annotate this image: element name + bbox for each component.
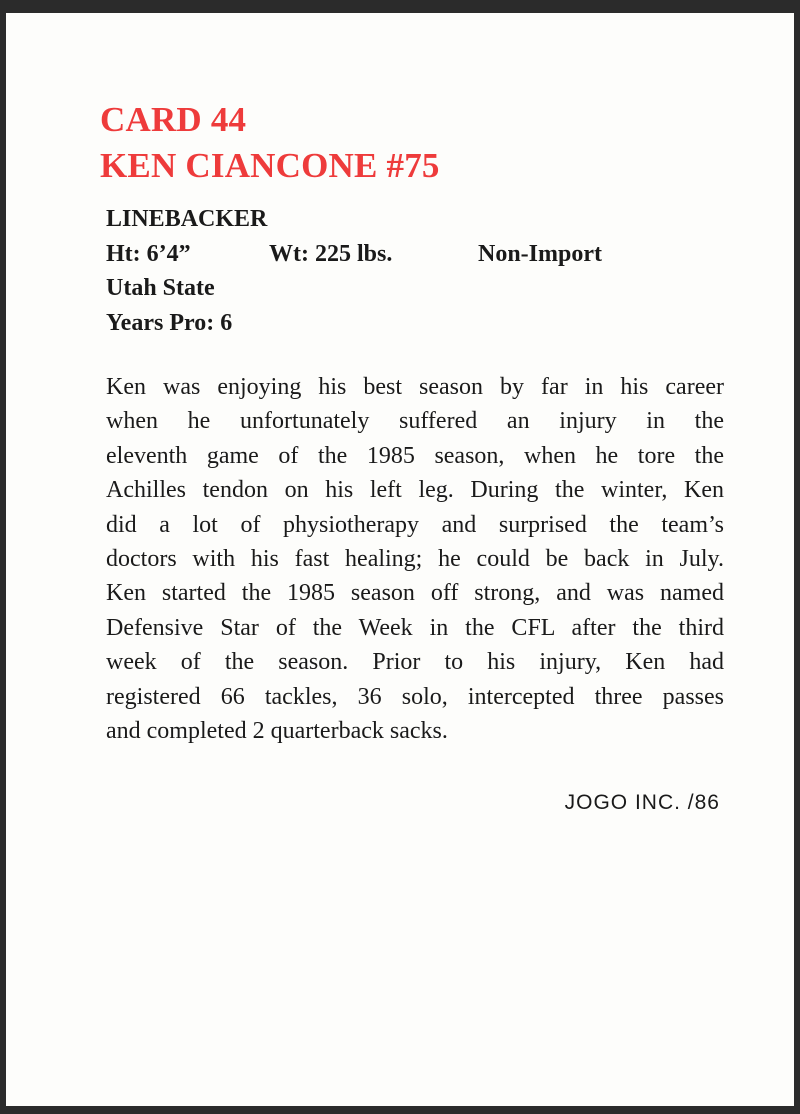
player-name-number: KEN CIANCONE #75 [100, 146, 440, 185]
player-height: Ht: 6’4” [106, 240, 191, 267]
bio-line: and completed 2 quarterback sacks. [106, 718, 448, 745]
card-content [100, 97, 740, 748]
player-position: LINEBACKER [106, 206, 268, 232]
player-biography [100, 370, 724, 748]
player-weight: Wt: 225 lbs. [269, 240, 393, 267]
player-college: Utah State [106, 275, 215, 301]
copyright-notice: JOGO INC. /86 [564, 791, 720, 814]
bio-line: did a lot of physiotherapy and surprised the team’s [106, 511, 724, 538]
player-status: Non-Import [478, 240, 602, 267]
bio-line: week of the season. Prior to his injury, Ken had [106, 649, 724, 676]
player-stats [100, 202, 740, 340]
card-number: CARD 44 [100, 100, 247, 139]
bio-line: registered 66 tackles, 36 solo, intercepted three passes [106, 683, 724, 710]
bio-line: eleventh game of the 1985 season, when he tore the [106, 442, 724, 469]
bio-line: Ken was enjoying his best season by far in his career [106, 374, 724, 400]
bio-line: Ken started the 1985 season off strong, and was named [106, 580, 724, 607]
bio-line: Achilles tendon on his left leg. During the winter, Ken [106, 477, 724, 504]
bio-line: when he unfortunately suffered an injury in the [106, 408, 724, 435]
bio-line: doctors with his fast healing; he could be back in July. [106, 546, 724, 573]
trading-card-back [6, 13, 794, 1106]
bio-line: Defensive Star of the Week in the CFL after the third [106, 614, 724, 641]
measurements-row [106, 237, 740, 272]
player-years-pro: Years Pro: 6 [106, 309, 233, 336]
